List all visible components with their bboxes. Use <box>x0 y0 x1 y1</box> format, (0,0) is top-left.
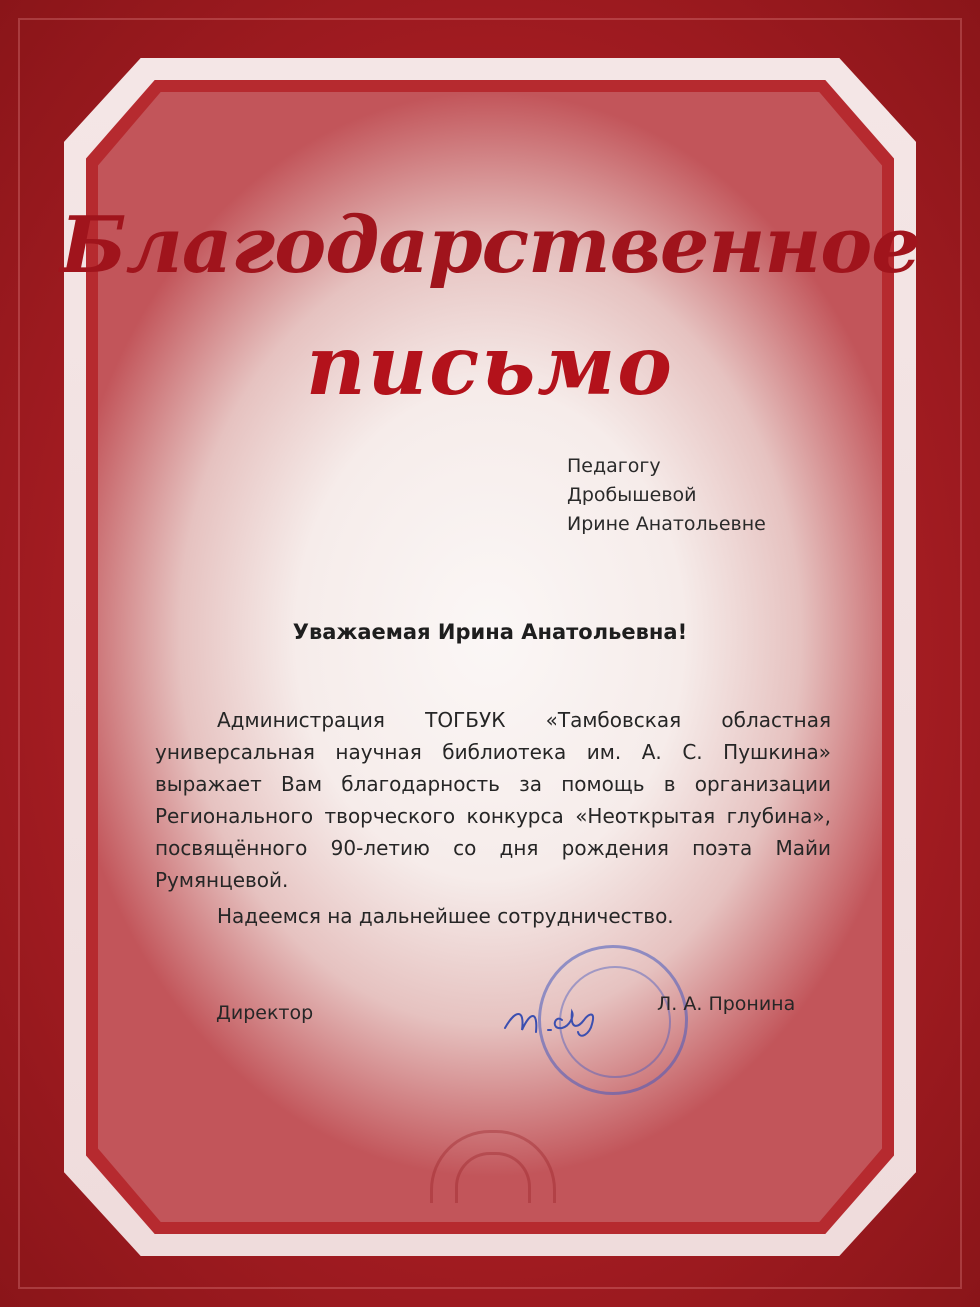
handwritten-signature <box>500 990 660 1050</box>
signer-name: Л. А. Пронина <box>657 993 796 1015</box>
addressee-block <box>567 452 766 539</box>
addressee-line-2: Дробышевой <box>567 484 697 506</box>
title-line-2: письмо <box>306 318 674 414</box>
greeting: Уважаемая Ирина Анатольевна! <box>292 620 688 644</box>
signer-position: Директор <box>216 1002 314 1024</box>
addressee-line-1: Педагогу <box>567 455 661 477</box>
body-paragraph: Администрация ТОГБУК «Тамбовская областная универсальная научная библиотека им. А. С. Пушкина» выражает Вам благодарность за помощь в организации Регионального творческого конкурса «Неоткрытая глубина», посвящённого 90-летию со дня рождения поэта Майи Румянцевой. <box>155 708 831 892</box>
addressee-line-3: Ирине Анатольевне <box>567 513 766 535</box>
closing-line: Надеемся на дальнейшее сотрудничество. <box>217 904 674 928</box>
title-line-1: Благодарственное <box>60 200 920 291</box>
